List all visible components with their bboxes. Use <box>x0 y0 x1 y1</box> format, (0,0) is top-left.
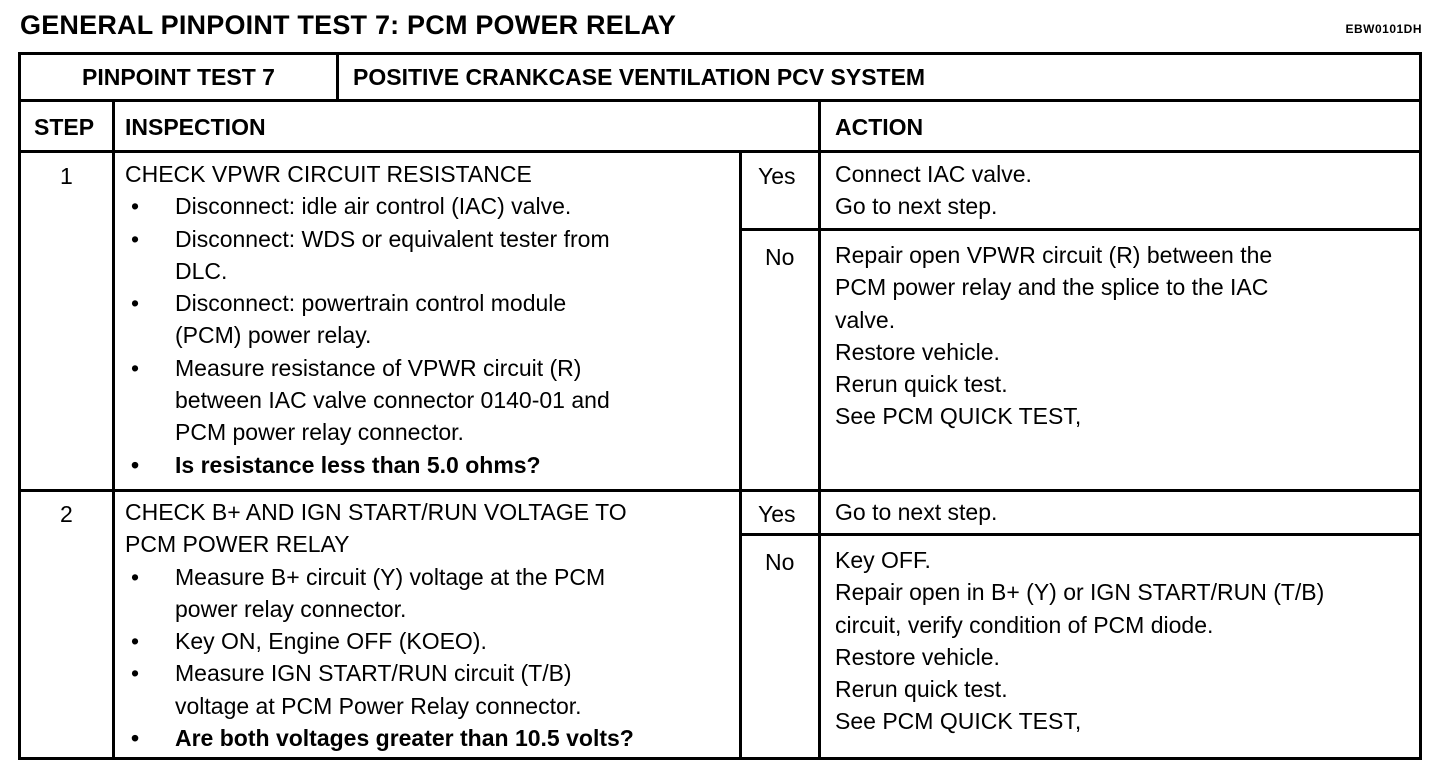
action-line: valve. <box>835 306 896 333</box>
document-code: EBW0101DH <box>1345 22 1422 36</box>
list-item-text: Measure IGN START/RUN circuit (T/B) <box>175 660 572 687</box>
divider-step1-yes-no <box>739 228 1419 231</box>
step-heading: CHECK VPWR CIRCUIT RESISTANCE <box>125 161 532 187</box>
list-item <box>125 287 735 352</box>
divider-yesno-column <box>739 153 742 757</box>
bullet-icon: • <box>131 725 140 752</box>
bullet-icon: • <box>131 660 140 687</box>
test-label: PINPOINT TEST 7 <box>21 55 339 99</box>
no-label: No <box>765 549 795 575</box>
yes-action <box>835 158 1415 223</box>
bullet-icon: • <box>131 193 140 220</box>
no-label: No <box>765 244 795 270</box>
list-item-text: Key ON, Engine OFF (KOEO). <box>175 628 487 655</box>
action-line: See PCM QUICK TEST, <box>835 708 1082 735</box>
yes-action <box>835 496 1415 528</box>
column-header-action: ACTION <box>835 114 924 140</box>
action-line: Rerun quick test. <box>835 371 1008 398</box>
column-header-step: STEP <box>34 114 95 140</box>
bullet-icon: • <box>131 354 140 381</box>
yes-label: Yes <box>758 501 796 527</box>
divider-step2-yes-no <box>739 533 1419 536</box>
step-number: 1 <box>60 163 73 189</box>
step-inspection <box>125 496 735 754</box>
test-name: POSITIVE CRANKCASE VENTILATION PCV SYSTEM <box>353 64 926 90</box>
step-number: 2 <box>60 501 73 527</box>
yes-label: Yes <box>758 163 796 189</box>
column-header-row <box>21 102 1419 153</box>
action-line: Rerun quick test. <box>835 676 1008 703</box>
list-item-text: (PCM) power relay. <box>175 322 372 349</box>
action-line: PCM power relay and the splice to the IAC <box>835 274 1269 301</box>
list-item-text: PCM power relay connector. <box>175 419 464 446</box>
list-item-text: voltage at PCM Power Relay connector. <box>175 692 582 719</box>
list-item-text: Are both voltages greater than 10.5 volts? <box>175 725 634 752</box>
action-line: Restore vehicle. <box>835 338 1000 365</box>
list-item <box>125 190 735 222</box>
pinpoint-test-table <box>18 52 1422 760</box>
list-item-text: Disconnect: WDS or equivalent tester from <box>175 225 610 252</box>
step-heading: CHECK B+ AND IGN START/RUN VOLTAGE TO <box>125 499 627 525</box>
action-line: Connect IAC valve. <box>835 161 1032 187</box>
divider-step-1-2 <box>21 489 1419 492</box>
action-line: Key OFF. <box>835 547 931 573</box>
no-action <box>835 544 1415 738</box>
column-header-inspection: INSPECTION <box>125 114 266 140</box>
list-item-question <box>125 722 735 754</box>
bullet-icon: • <box>131 290 140 317</box>
list-item <box>125 625 735 657</box>
list-item-text: Disconnect: powertrain control module <box>175 290 567 317</box>
divider-action-column <box>818 102 821 757</box>
bullet-icon: • <box>131 451 140 478</box>
action-line: Repair open in B+ (Y) or IGN START/RUN (T/B) <box>835 579 1325 606</box>
document-title: GENERAL PINPOINT TEST 7: PCM POWER RELAY <box>20 10 677 40</box>
list-item <box>125 657 735 722</box>
list-item <box>125 561 735 626</box>
list-item-text: Disconnect: idle air control (IAC) valve. <box>175 193 572 220</box>
list-item-text: Measure B+ circuit (Y) voltage at the PCM <box>175 563 606 590</box>
no-action <box>835 239 1415 433</box>
list-item <box>125 223 735 288</box>
list-item-text: power relay connector. <box>175 595 407 622</box>
action-line: Restore vehicle. <box>835 643 1000 670</box>
bullet-icon: • <box>131 225 140 252</box>
action-line: circuit, verify condition of PCM diode. <box>835 611 1214 638</box>
list-item-question <box>125 449 735 481</box>
divider-step-column <box>112 102 115 757</box>
list-item-text: between IAC valve connector 0140-01 and <box>175 387 610 414</box>
bullet-icon: • <box>131 628 140 655</box>
step-heading: PCM POWER RELAY <box>125 531 350 558</box>
action-line: Go to next step. <box>835 499 998 525</box>
action-line: See PCM QUICK TEST, <box>835 403 1082 430</box>
step-inspection <box>125 158 735 481</box>
list-item-text: Is resistance less than 5.0 ohms? <box>175 451 541 478</box>
bullet-icon: • <box>131 563 140 590</box>
list-item-text: Measure resistance of VPWR circuit (R) <box>175 354 582 381</box>
action-line: Repair open VPWR circuit (R) between the <box>835 242 1273 268</box>
test-header-row <box>21 55 1419 102</box>
list-item <box>125 352 735 449</box>
action-line: Go to next step. <box>835 193 998 220</box>
list-item-text: DLC. <box>175 257 228 284</box>
